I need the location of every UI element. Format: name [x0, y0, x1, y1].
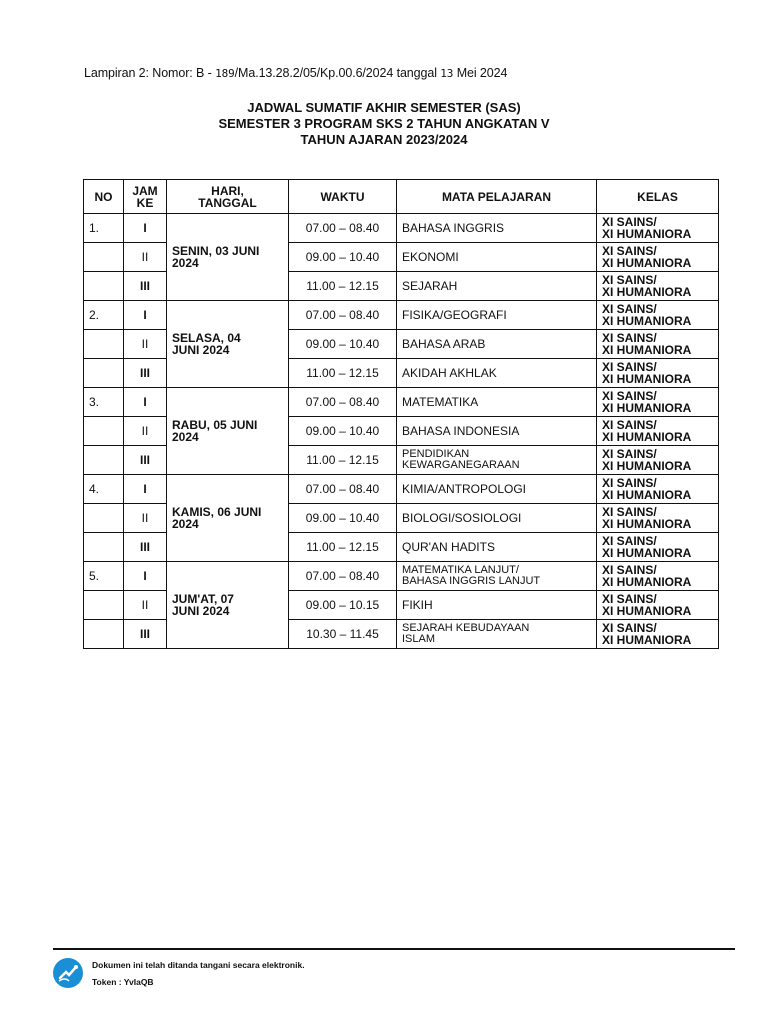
cell-kelas: [597, 591, 719, 620]
cell-no: [84, 591, 124, 620]
kelas-line1: XI SAINS/: [602, 476, 657, 490]
cell-mata-pelajaran: [397, 562, 597, 591]
cell-jam: III: [124, 533, 167, 562]
cell-waktu: 09.00 – 10.40: [289, 330, 397, 359]
header-jam-line2: KE: [136, 195, 154, 210]
cell-no: [84, 417, 124, 446]
document-title-line2: SEMESTER 3 PROGRAM SKS 2 TAHUN ANGKATAN V: [218, 116, 550, 131]
date-line2: 2024: [172, 430, 199, 444]
cell-no: 2.: [84, 301, 124, 330]
e-signature-logo-icon: [53, 958, 83, 988]
mapel-line1: QUR'AN HADITS: [402, 540, 495, 554]
cell-waktu: 07.00 – 08.40: [289, 562, 397, 591]
kelas-line2: XI HUMANIORA: [602, 314, 692, 328]
header-kelas: KELAS: [597, 180, 719, 214]
cell-jam: I: [124, 562, 167, 591]
mapel-line1: BAHASA ARAB: [402, 337, 486, 351]
cell-kelas: [597, 562, 719, 591]
date-line2: 2024: [172, 517, 199, 531]
cell-mata-pelajaran: [397, 243, 597, 272]
footer-divider: [53, 948, 735, 950]
cell-waktu: 09.00 – 10.40: [289, 417, 397, 446]
table-row: [84, 388, 719, 417]
cell-hari-tanggal: [167, 388, 289, 475]
cell-no: 4.: [84, 475, 124, 504]
kelas-line1: XI SAINS/: [602, 389, 657, 403]
reference-prefix: Lampiran 2: Nomor: B -: [84, 66, 212, 80]
date-line2: JUNI 2024: [172, 604, 230, 618]
cell-mata-pelajaran: [397, 388, 597, 417]
cell-mata-pelajaran: [397, 504, 597, 533]
cell-jam: II: [124, 243, 167, 272]
reference-day: 13: [440, 67, 454, 80]
header-hari-line1: HARI,: [211, 183, 244, 198]
table-row: [84, 562, 719, 591]
kelas-line1: XI SAINS/: [602, 447, 657, 461]
reference-line: [84, 66, 507, 80]
cell-jam: I: [124, 301, 167, 330]
cell-mata-pelajaran: [397, 533, 597, 562]
kelas-line1: XI SAINS/: [602, 534, 657, 548]
cell-hari-tanggal: [167, 562, 289, 649]
footer-token: Token : YvIaQB: [92, 977, 154, 987]
cell-jam: III: [124, 272, 167, 301]
cell-jam: I: [124, 475, 167, 504]
cell-kelas: [597, 272, 719, 301]
mapel-line2: BAHASA INGGRIS LANJUT: [402, 575, 541, 587]
kelas-line1: XI SAINS/: [602, 592, 657, 606]
kelas-line2: XI HUMANIORA: [602, 372, 692, 386]
cell-mata-pelajaran: [397, 214, 597, 243]
cell-no: [84, 243, 124, 272]
date-line1: SENIN, 03 JUNI: [172, 244, 260, 258]
kelas-line1: XI SAINS/: [602, 215, 657, 229]
mapel-line2: ISLAM: [402, 633, 436, 645]
cell-kelas: [597, 214, 719, 243]
cell-waktu: 09.00 – 10.40: [289, 243, 397, 272]
cell-no: [84, 359, 124, 388]
cell-waktu: 07.00 – 08.40: [289, 388, 397, 417]
kelas-line2: XI HUMANIORA: [602, 256, 692, 270]
cell-kelas: [597, 533, 719, 562]
cell-waktu: 09.00 – 10.15: [289, 591, 397, 620]
cell-hari-tanggal: [167, 301, 289, 388]
kelas-line2: XI HUMANIORA: [602, 459, 692, 473]
cell-hari-tanggal: [167, 214, 289, 301]
cell-kelas: [597, 446, 719, 475]
mapel-line1: EKONOMI: [402, 250, 459, 264]
kelas-line1: XI SAINS/: [602, 331, 657, 345]
table-header-row: [84, 180, 719, 214]
cell-jam: II: [124, 417, 167, 446]
mapel-line1: FIKIH: [402, 598, 433, 612]
cell-no: 3.: [84, 388, 124, 417]
kelas-line2: XI HUMANIORA: [602, 343, 692, 357]
mapel-line1: BAHASA INGGRIS: [402, 221, 505, 235]
cell-jam: I: [124, 214, 167, 243]
mapel-line1: PENDIDIKAN: [402, 448, 470, 460]
kelas-line1: XI SAINS/: [602, 244, 657, 258]
reference-number: 189: [215, 67, 235, 80]
kelas-line2: XI HUMANIORA: [602, 604, 692, 618]
cell-no: [84, 330, 124, 359]
table-row: [84, 475, 719, 504]
document-title-line1: JADWAL SUMATIF AKHIR SEMESTER (SAS): [247, 100, 521, 115]
cell-no: 5.: [84, 562, 124, 591]
cell-hari-tanggal: [167, 475, 289, 562]
cell-mata-pelajaran: [397, 272, 597, 301]
kelas-line1: XI SAINS/: [602, 360, 657, 374]
kelas-line1: XI SAINS/: [602, 505, 657, 519]
date-line1: KAMIS, 06 JUNI: [172, 505, 262, 519]
cell-kelas: [597, 504, 719, 533]
cell-kelas: [597, 301, 719, 330]
mapel-line1: KIMIA/ANTROPOLOGI: [402, 482, 527, 496]
cell-waktu: 09.00 – 10.40: [289, 504, 397, 533]
cell-waktu: 07.00 – 08.40: [289, 475, 397, 504]
cell-waktu: 11.00 – 12.15: [289, 359, 397, 388]
header-waktu: WAKTU: [289, 180, 397, 214]
cell-jam: I: [124, 388, 167, 417]
date-line1: RABU, 05 JUNI: [172, 418, 258, 432]
cell-kelas: [597, 243, 719, 272]
cell-no: 1.: [84, 214, 124, 243]
header-hari-line2: TANGGAL: [198, 195, 257, 210]
cell-mata-pelajaran: [397, 359, 597, 388]
cell-waktu: 10.30 – 11.45: [289, 620, 397, 649]
table-row: [84, 214, 719, 243]
kelas-line2: XI HUMANIORA: [602, 633, 692, 647]
mapel-line2: KEWARGANEGARAAN: [402, 459, 520, 471]
kelas-line1: XI SAINS/: [602, 302, 657, 316]
header-jam-line1: JAM: [132, 183, 158, 198]
kelas-line1: XI SAINS/: [602, 563, 657, 577]
cell-mata-pelajaran: [397, 301, 597, 330]
reference-mid: /Ma.13.28.2/05/Kp.00.6/2024 tanggal: [234, 66, 437, 80]
header-no: NO: [84, 180, 124, 214]
footer-note: Dokumen ini telah ditanda tangani secara elektronik.: [92, 960, 305, 970]
mapel-line1: AKIDAH AKHLAK: [402, 366, 497, 380]
cell-mata-pelajaran: [397, 475, 597, 504]
cell-no: [84, 446, 124, 475]
mapel-line1: SEJARAH KEBUDAYAAN: [402, 622, 530, 634]
mapel-line1: MATEMATIKA: [402, 395, 479, 409]
date-line1: SELASA, 04: [172, 331, 241, 345]
cell-mata-pelajaran: [397, 446, 597, 475]
cell-kelas: [597, 620, 719, 649]
cell-waktu: 07.00 – 08.40: [289, 214, 397, 243]
cell-no: [84, 533, 124, 562]
mapel-line1: BAHASA INDONESIA: [402, 424, 520, 438]
cell-no: [84, 504, 124, 533]
cell-waktu: 11.00 – 12.15: [289, 533, 397, 562]
header-mapel: MATA PELAJARAN: [397, 180, 597, 214]
cell-mata-pelajaran: [397, 330, 597, 359]
document-title-line3: TAHUN AJARAN 2023/2024: [300, 132, 468, 147]
mapel-line1: SEJARAH: [402, 279, 458, 293]
schedule-body: [84, 214, 719, 649]
mapel-line1: MATEMATIKA LANJUT/: [402, 564, 519, 576]
cell-jam: III: [124, 620, 167, 649]
kelas-line2: XI HUMANIORA: [602, 546, 692, 560]
kelas-line2: XI HUMANIORA: [602, 488, 692, 502]
kelas-line1: XI SAINS/: [602, 273, 657, 287]
kelas-line2: XI HUMANIORA: [602, 517, 692, 531]
date-line1: JUM'AT, 07: [172, 592, 234, 606]
cell-waktu: 07.00 – 08.40: [289, 301, 397, 330]
cell-jam: III: [124, 446, 167, 475]
cell-waktu: 11.00 – 12.15: [289, 446, 397, 475]
header-jam: [124, 180, 167, 214]
schedule-table: [83, 179, 719, 649]
cell-mata-pelajaran: [397, 417, 597, 446]
reference-suffix: Mei 2024: [456, 66, 508, 80]
kelas-line2: XI HUMANIORA: [602, 575, 692, 589]
mapel-line1: FISIKA/GEOGRAFI: [402, 308, 507, 322]
cell-no: [84, 272, 124, 301]
kelas-line2: XI HUMANIORA: [602, 227, 692, 241]
cell-kelas: [597, 330, 719, 359]
cell-no: [84, 620, 124, 649]
date-line2: 2024: [172, 256, 199, 270]
cell-kelas: [597, 417, 719, 446]
cell-mata-pelajaran: [397, 591, 597, 620]
date-line2: JUNI 2024: [172, 343, 230, 357]
cell-kelas: [597, 388, 719, 417]
cell-jam: II: [124, 591, 167, 620]
kelas-line1: XI SAINS/: [602, 621, 657, 635]
cell-kelas: [597, 475, 719, 504]
cell-jam: II: [124, 330, 167, 359]
cell-waktu: 11.00 – 12.15: [289, 272, 397, 301]
kelas-line2: XI HUMANIORA: [602, 285, 692, 299]
cell-jam: II: [124, 504, 167, 533]
table-row: [84, 301, 719, 330]
header-hari: [167, 180, 289, 214]
kelas-line2: XI HUMANIORA: [602, 430, 692, 444]
mapel-line1: BIOLOGI/SOSIOLOGI: [402, 511, 522, 525]
cell-jam: III: [124, 359, 167, 388]
cell-kelas: [597, 359, 719, 388]
kelas-line2: XI HUMANIORA: [602, 401, 692, 415]
cell-mata-pelajaran: [397, 620, 597, 649]
kelas-line1: XI SAINS/: [602, 418, 657, 432]
